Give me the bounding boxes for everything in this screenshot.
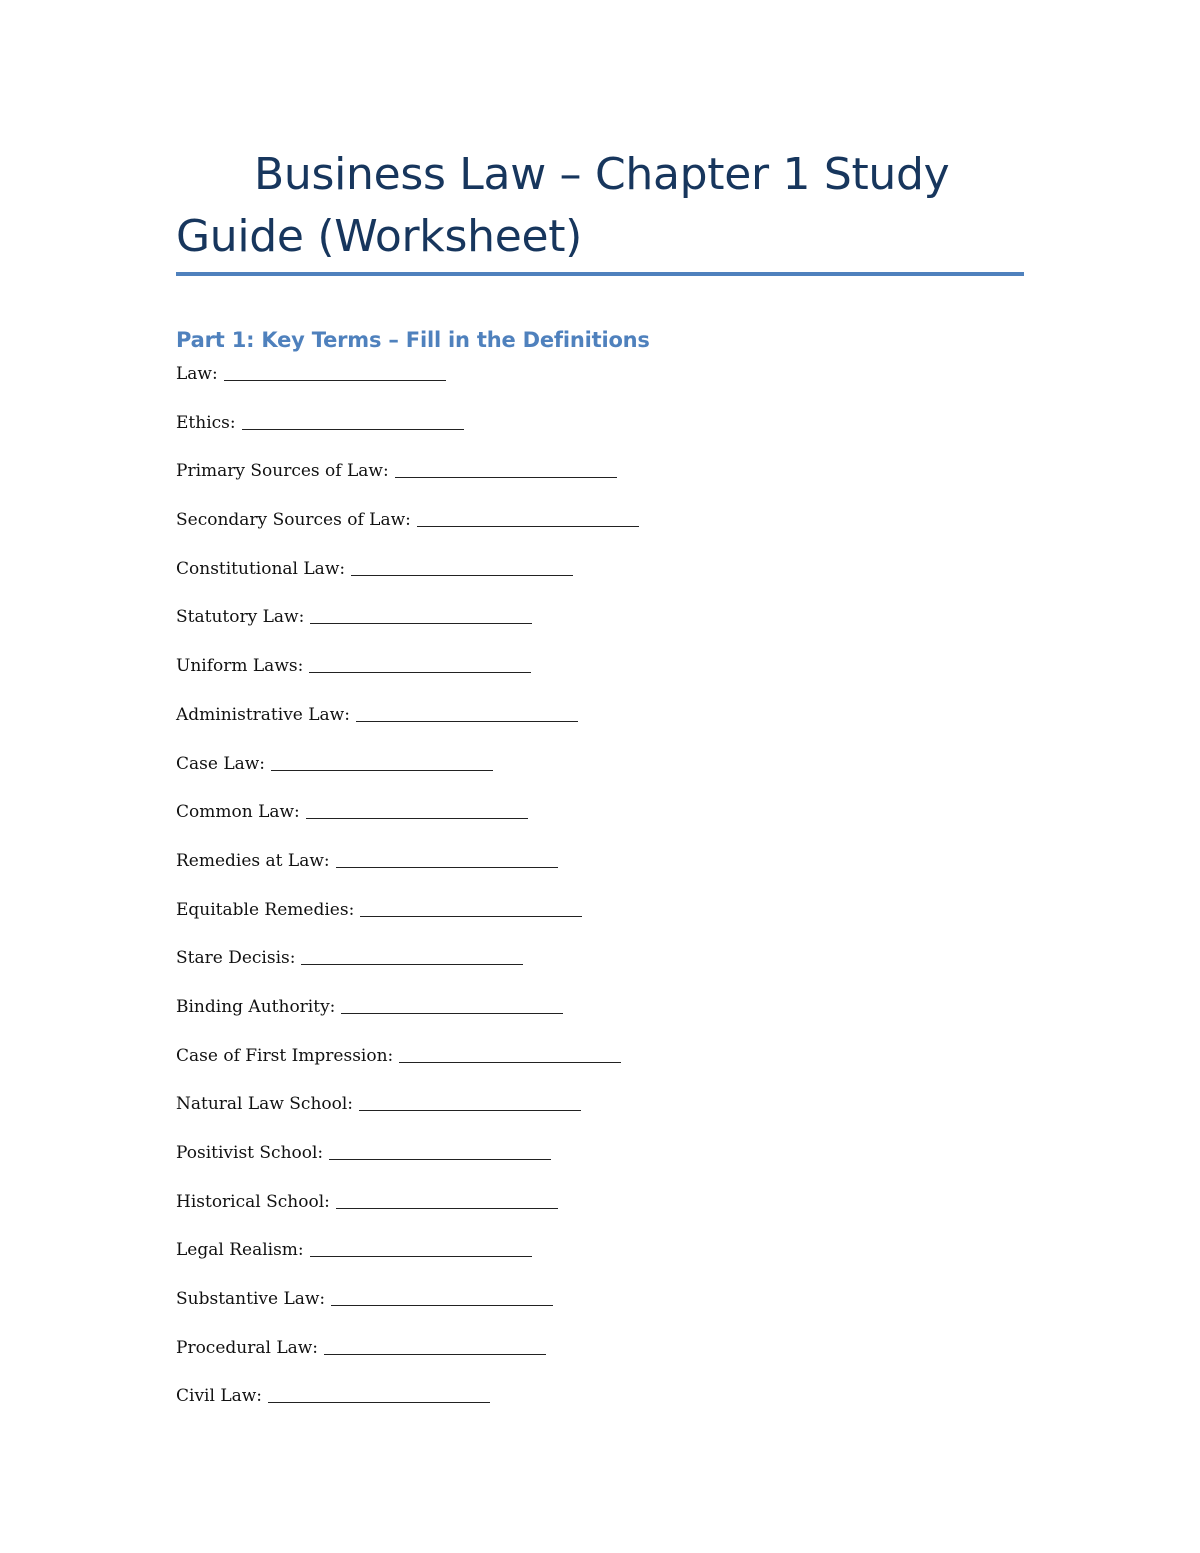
definition-blank[interactable]: [395, 458, 617, 478]
term-row: [176, 702, 639, 751]
definition-blank[interactable]: [301, 945, 523, 965]
term-row: [176, 1189, 639, 1238]
term-label: Equitable Remedies:: [176, 899, 355, 920]
definition-blank[interactable]: [399, 1043, 621, 1063]
term-label: Stare Decisis:: [176, 948, 296, 969]
definition-blank[interactable]: [310, 604, 532, 624]
term-row: [176, 458, 639, 507]
term-label: Secondary Sources of Law:: [176, 510, 411, 531]
term-row: [176, 1091, 639, 1140]
term-row: [176, 945, 639, 994]
definition-blank[interactable]: [341, 994, 563, 1014]
term-row: [176, 1237, 639, 1286]
page-title: Business Law – Chapter 1 Study Guide (Worksheet): [176, 149, 950, 262]
term-row: [176, 361, 639, 410]
definition-blank[interactable]: [324, 1335, 546, 1355]
definition-blank[interactable]: [336, 1189, 558, 1209]
definition-blank[interactable]: [359, 1091, 581, 1111]
section-heading: Part 1: Key Terms – Fill in the Definitions: [176, 328, 650, 352]
term-row: [176, 604, 639, 653]
definition-blank[interactable]: [331, 1286, 553, 1306]
term-label: Primary Sources of Law:: [176, 461, 389, 482]
term-row: [176, 653, 639, 702]
term-label: Substantive Law:: [176, 1289, 326, 1310]
definition-blank[interactable]: [360, 897, 582, 917]
definition-blank[interactable]: [310, 1237, 532, 1257]
term-label: Natural Law School:: [176, 1094, 354, 1115]
term-row: [176, 994, 639, 1043]
definition-blank[interactable]: [336, 848, 558, 868]
definition-blank[interactable]: [351, 556, 573, 576]
term-label: Binding Authority:: [176, 996, 336, 1017]
term-label: Constitutional Law:: [176, 558, 346, 579]
title-underline: [176, 272, 1024, 276]
key-terms-list: [176, 361, 639, 1432]
term-label: Common Law:: [176, 802, 300, 823]
term-label: Legal Realism:: [176, 1240, 304, 1261]
term-label: Remedies at Law:: [176, 850, 330, 871]
term-label: Case Law:: [176, 753, 266, 774]
term-row: [176, 1043, 639, 1092]
term-label: Statutory Law:: [176, 607, 305, 628]
term-row: [176, 1140, 639, 1189]
term-label: Law:: [176, 364, 218, 384]
definition-blank[interactable]: [309, 653, 531, 673]
term-label: Case of First Impression:: [176, 1045, 394, 1066]
definition-blank[interactable]: [356, 702, 578, 722]
term-row: [176, 897, 639, 946]
term-row: [176, 848, 639, 897]
definition-blank[interactable]: [329, 1140, 551, 1160]
term-label: Civil Law:: [176, 1386, 263, 1407]
term-label: Positivist School:: [176, 1143, 324, 1163]
term-label: Historical School:: [176, 1191, 330, 1212]
definition-blank[interactable]: [271, 751, 493, 771]
definition-blank[interactable]: [224, 361, 446, 381]
definition-blank[interactable]: [417, 507, 639, 527]
term-row: [176, 1286, 639, 1335]
term-row: [176, 799, 639, 848]
definition-blank[interactable]: [242, 410, 464, 430]
term-row: [176, 410, 639, 459]
definition-blank[interactable]: [306, 799, 528, 819]
definition-blank[interactable]: [268, 1383, 490, 1403]
term-row: [176, 556, 639, 605]
term-label: Ethics:: [176, 412, 236, 433]
term-label: Administrative Law:: [176, 704, 350, 725]
term-row: [176, 751, 639, 800]
term-label: Procedural Law:: [176, 1337, 319, 1358]
term-row: [176, 1335, 639, 1384]
term-row: [176, 507, 639, 556]
term-label: Uniform Laws:: [176, 656, 304, 677]
term-row: [176, 1383, 639, 1432]
